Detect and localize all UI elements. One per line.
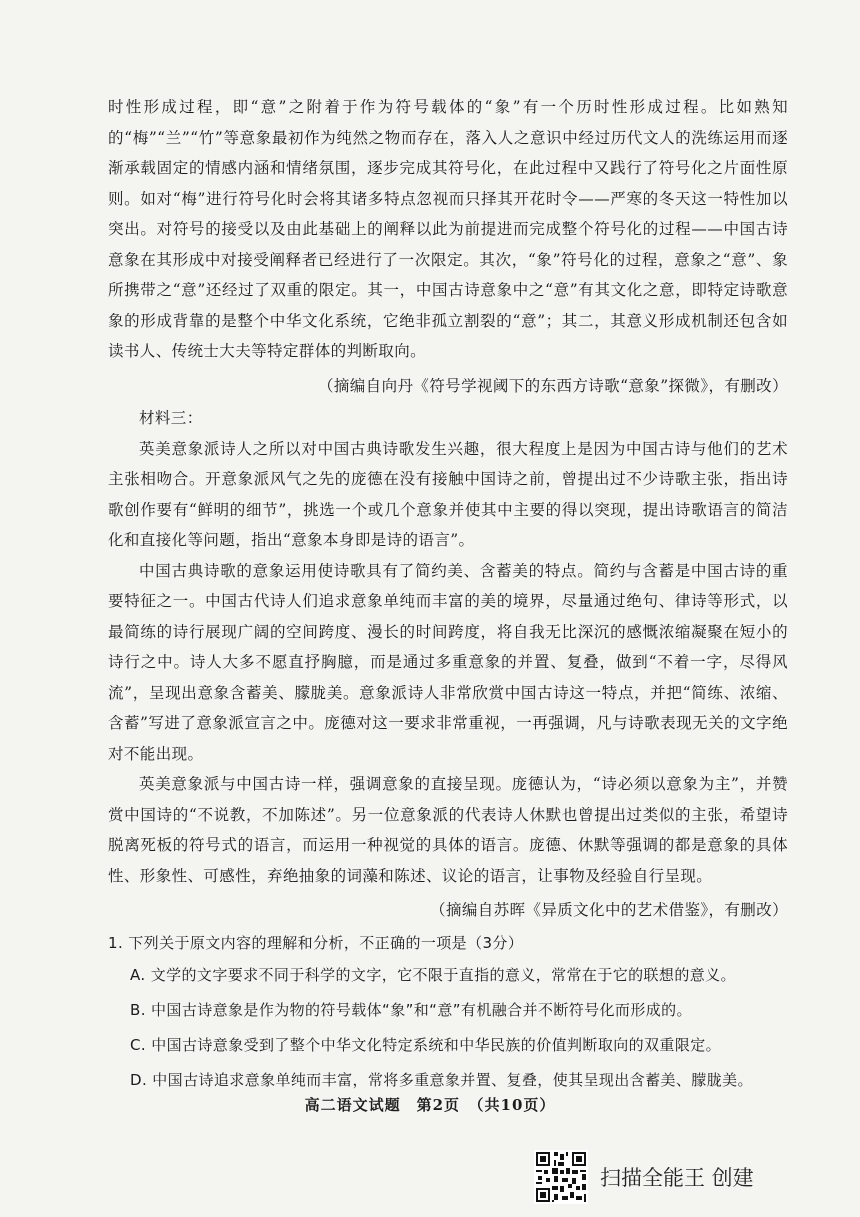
material2-source: （摘编自向丹《符号学视阈下的东西方诗歌“意象”探微》，有删改） [317,376,788,395]
scanner-watermark [534,1150,754,1204]
material3-paragraph: 英美意象派与中国古诗一样，强调意象的直接呈现。庞德认为，“诗必须以意象为主”，并赞赏中国诗的“不说教，不加陈述”。另一位意象派的代表诗人休默也曾提出过类似的主张，希望诗脱离死板的符号式的语言，而运用一种视觉的具体的语言。庞德、休默等强调的都是意象的具体性、形象性、可感性，弃绝抽象的词藻和陈述、议论的语言，让事物及经验自行呈现。 [108,775,788,885]
option-d: D. 中国古诗追求意象单纯而丰富，常将多重意象并置、复叠，使其呈现出含蓄美、朦胧美。 [130,1071,753,1089]
option-a: A. 文学的文字要求不同于科学的文字，它不限于直指的意义，常常在于它的联想的意义。 [130,966,736,984]
option-b: B. 中国古诗意象是作为物的符号载体“象”和“意”有机融合并不断符号化而形成的。 [130,1001,692,1019]
scanner-watermark-text: 扫描全能王 创建 [600,1166,754,1190]
material3-paragraph: 英美意象派诗人之所以对中国古典诗歌发生兴趣，很大程度上是因为中国古诗与他们的艺术主张相吻合。开意象派风气之先的庞德在没有接触中国诗之前，曾提出过不少诗歌主张，指出诗歌创作要有“鲜明的细节”，挑选一个或几个意象并使其中主要的得以突现，提出诗歌语言的简洁化和直接化等问题，指出“意象本身即是诗的语言”。 [108,439,788,549]
material3-heading: 材料三： [139,409,203,427]
page-content [108,92,788,1098]
page-footer: 高二语文试题 第2页 （共10页） [304,1096,556,1114]
option-c: C. 中国古诗意象受到了整个中华文化特定系统和中华民族的价值判断取向的双重限定。 [130,1036,722,1054]
question-stem: 1. 下列关于原文内容的理解和分析，不正确的一项是（3分） [108,933,524,952]
material3-source: （摘编自苏晖《异质文化中的艺术借鉴》，有删改） [430,901,788,919]
qr-code-icon [534,1150,588,1204]
material3-paragraph: 中国古典诗歌的意象运用使诗歌具有了简约美、含蓄美的特点。简约与含蓄是中国古诗的重要特征之一。中国古代诗人们追求意象单纯而丰富的美的境界，尽量通过绝句、律诗等形式，以最简练的诗行展现广阔的空间跨度、漫长的时间跨度，将自我无比深沉的感慨浓缩凝聚在短小的诗行之中。诗人大多不愿直抒胸臆，而是通过多重意象的并置、复叠，做到“不着一字，尽得风流”，呈现出意象含蓄美、朦胧美。意象派诗人非常欣赏中国古诗这一特点，并把“简练、浓缩、含蓄”写进了意象派宣言之中。庞德对这一要求非常重视，一再强调，凡与诗歌表现无关的文字绝对不能出现。 [108,561,788,763]
material2-continued-paragraph: 时性形成过程，即“意”之附着于作为符号载体的“象”有一个历时性形成过程。比如熟知的“梅”“兰”“竹”等意象最初作为纯然之物而存在，落入人之意识中经过历代文人的洗练运用而逐渐承载固定的情感内涵和情绪氛围，逐步完成其符号化，在此过程中又践行了符号化之片面性原则。如对“梅”进行符号化时会将其诸多特点忽视而只择其开花时令——严寒的冬天这一特性加以突出。对符号的接受以及由此基础上的阐释以此为前提进而完成整个符号化的过程——中国古诗意象在其形成中对接受阐释者已经进行了一次限定。其次，“象”符号化的过程，意象之“意”、象所携带之“意”还经过了双重的限定。其一，中国古诗意象中之“意”有其文化之意，即特定诗歌意象的形成背靠的是整个中华文化系统，它绝非孤立割裂的“意”；其二，其意义形成机制还包含如读书人、传统士大夫等特定群体的判断取向。 [108,98,788,360]
